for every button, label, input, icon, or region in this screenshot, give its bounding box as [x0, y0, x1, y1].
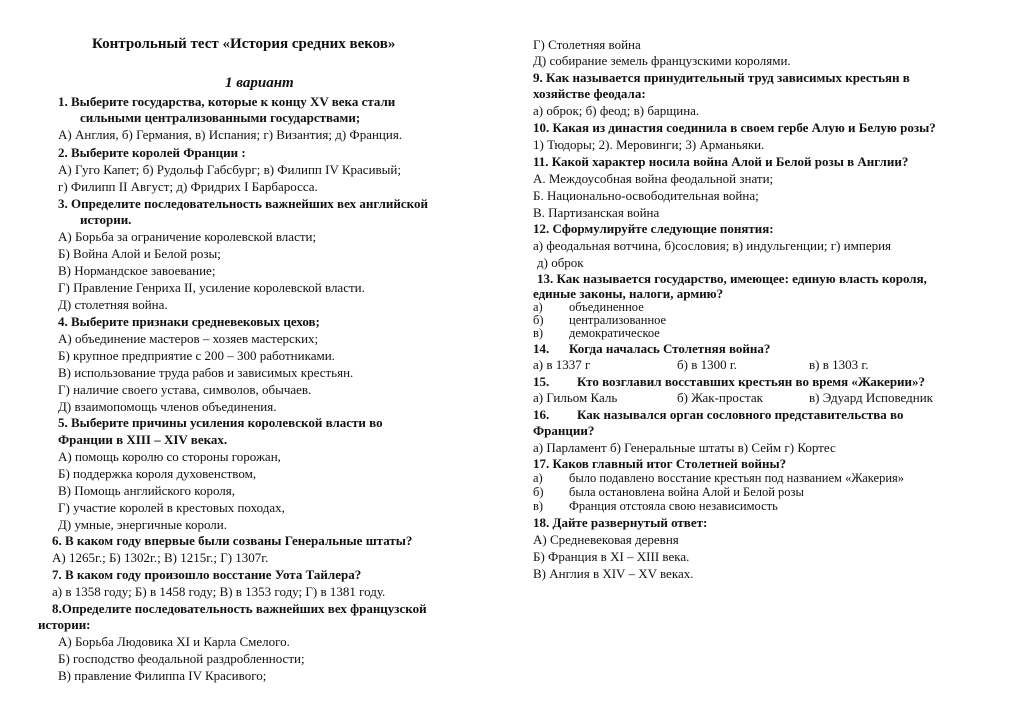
- option: В) Англия в XIV – XV веках.: [533, 566, 694, 581]
- question-3-cont: истории.: [80, 212, 132, 227]
- question-14-number: 14.: [533, 341, 550, 356]
- option: было подавлено восстание крестьян под названием «Жакерия»: [569, 471, 905, 485]
- question-15-number: 15.: [533, 374, 550, 389]
- question-13: 13. Как называется государство, имеющее: единую власть короля,: [537, 271, 927, 286]
- option-letter: в): [533, 326, 544, 340]
- option: Г) Столетняя война: [533, 37, 641, 52]
- question-10-options: 1) Тюдоры; 2). Меровинги; 3) Арманьяки.: [533, 137, 765, 152]
- option: Г) участие королей в крестовых походах,: [58, 500, 285, 515]
- question-11: 11. Какой характер носила война Алой и Белой розы в Англии?: [533, 154, 909, 169]
- question-2: 2. Выберите королей Франции :: [58, 145, 246, 160]
- question-1: 1. Выберите государства, которые к концу XV века стали: [58, 94, 396, 109]
- question-18: 18. Дайте развернутый ответ:: [533, 515, 708, 530]
- option: Д) взаимопомощь членов объединения.: [58, 399, 277, 414]
- option: централизованное: [569, 313, 667, 327]
- option: в) в 1303 г.: [809, 357, 869, 372]
- question-8-cont: истории:: [38, 617, 91, 632]
- question-12-options: а) феодальная вотчина, б)сословия; в) индульгенции; г) империя: [533, 238, 892, 253]
- option: Д) умные, энергичные короли.: [58, 517, 227, 532]
- question-15: Кто возглавил восставших крестьян во время «Жакерии»?: [577, 374, 926, 389]
- option: Б) крупное предприятие с 200 – 300 работниками.: [58, 348, 335, 363]
- option: В) правление Филиппа IV Красивого;: [58, 668, 267, 683]
- question-1-options: А) Англия, б) Германия, в) Испания; г) Византия; д) Франция.: [58, 127, 403, 142]
- question-9-options: а) оброк; б) феод; в) барщина.: [533, 103, 700, 118]
- question-7: 7. В каком году произошло восстание Уота Тайлера?: [52, 567, 362, 582]
- question-2-options-cont: г) Филипп II Август; д) Фридрих I Барбаросса.: [58, 179, 318, 194]
- option: а) в 1337 г: [533, 357, 591, 372]
- question-2-options: А) Гуго Капет; б) Рудольф Габсбург; в) Филипп IV Красивый;: [58, 162, 401, 177]
- question-5: 5. Выберите причины усиления королевской власти во: [58, 415, 383, 430]
- option: Д) столетняя война.: [58, 297, 168, 312]
- option-letter: а): [533, 471, 543, 485]
- question-17: 17. Каков главный итог Столетней войны?: [533, 456, 787, 471]
- option: Б) господство феодальной раздробленности;: [58, 651, 305, 666]
- option: Б) поддержка короля духовенством,: [58, 466, 257, 481]
- option: Франция отстояла свою независимость: [569, 499, 778, 513]
- question-9-cont: хозяйстве феодала:: [533, 86, 646, 101]
- option: объединенное: [569, 300, 644, 314]
- option-letter: а): [533, 300, 543, 314]
- option-letter: б): [533, 313, 544, 327]
- option: Б) Франция в XI – XIII века.: [533, 549, 690, 564]
- question-1-cont: сильными централизованными государствами;: [80, 110, 361, 125]
- question-12-options-cont: д) оброк: [537, 255, 584, 270]
- question-16-cont: Франции?: [533, 423, 595, 438]
- question-7-options: а) в 1358 году; Б) в 1458 году; В) в 1353 году; Г) в 1381 году.: [52, 584, 386, 599]
- option: А. Междоусобная война феодальной знати;: [533, 171, 774, 186]
- option: А) объединение мастеров – хозяев мастерских;: [58, 331, 319, 346]
- option: Б) Война Алой и Белой розы;: [58, 246, 221, 261]
- question-4: 4. Выберите признаки средневековых цехов;: [58, 314, 320, 329]
- page-title: Контрольный тест «История средних веков»: [92, 36, 396, 52]
- option: в) Эдуард Исповедник: [809, 390, 934, 405]
- option: Б. Национально-освободительная война;: [533, 188, 759, 203]
- question-14: Когда началась Столетняя война?: [569, 341, 771, 356]
- question-6-options: А) 1265г.; Б) 1302г.; В) 1215г.; Г) 1307г.: [52, 550, 269, 565]
- option: В) Помощь английского короля,: [58, 483, 235, 498]
- option: А) Борьба за ограничение королевской власти;: [58, 229, 317, 244]
- option: а) Гильом Каль: [533, 390, 618, 405]
- option: В. Партизанская война: [533, 205, 660, 220]
- question-3: 3. Определите последовательность важнейших вех английской: [58, 196, 428, 211]
- option: В) Нормандское завоевание;: [58, 263, 216, 278]
- option: Г) наличие своего устава, символов, обычаев.: [58, 382, 312, 397]
- option: А) помощь королю со стороны горожан,: [58, 449, 281, 464]
- question-8: 8.Определите последовательность важнейших вех французской: [52, 601, 427, 616]
- question-16: Как назывался орган сословного представительства во: [577, 407, 904, 422]
- option-letter: б): [533, 485, 544, 499]
- question-13-cont: единые законы, налоги, армию?: [533, 286, 724, 301]
- question-12: 12. Сформулируйте следующие понятия:: [533, 221, 774, 236]
- question-16-number: 16.: [533, 407, 550, 422]
- question-10: 10. Какая из династия соединила в своем гербе Алую и Белую розы?: [533, 120, 936, 135]
- option: Г) Правление Генриха II, усиление королевской власти.: [58, 280, 365, 295]
- option: В) использование труда рабов и зависимых крестьян.: [58, 365, 354, 380]
- question-6: 6. В каком году впервые были созваны Генеральные штаты?: [52, 533, 413, 548]
- option: демократическое: [569, 326, 660, 340]
- option-letter: в): [533, 499, 544, 513]
- question-9: 9. Как называется принудительный труд зависимых крестьян в: [533, 70, 910, 85]
- option: Д) собирание земель французскими королями.: [533, 53, 791, 68]
- variant-label: 1 вариант: [225, 75, 294, 91]
- option: А) Средневековая деревня: [533, 532, 679, 547]
- option: б) Жак-простак: [677, 390, 763, 405]
- option: А) Борьба Людовика XI и Карла Смелого.: [58, 634, 290, 649]
- option: б) в 1300 г.: [677, 357, 737, 372]
- question-5-cont: Франции в XIII – XIV веках.: [58, 432, 228, 447]
- question-16-options: а) Парламент б) Генеральные штаты в) Сейм г) Кортес: [533, 440, 836, 455]
- option: была остановлена война Алой и Белой розы: [569, 485, 804, 499]
